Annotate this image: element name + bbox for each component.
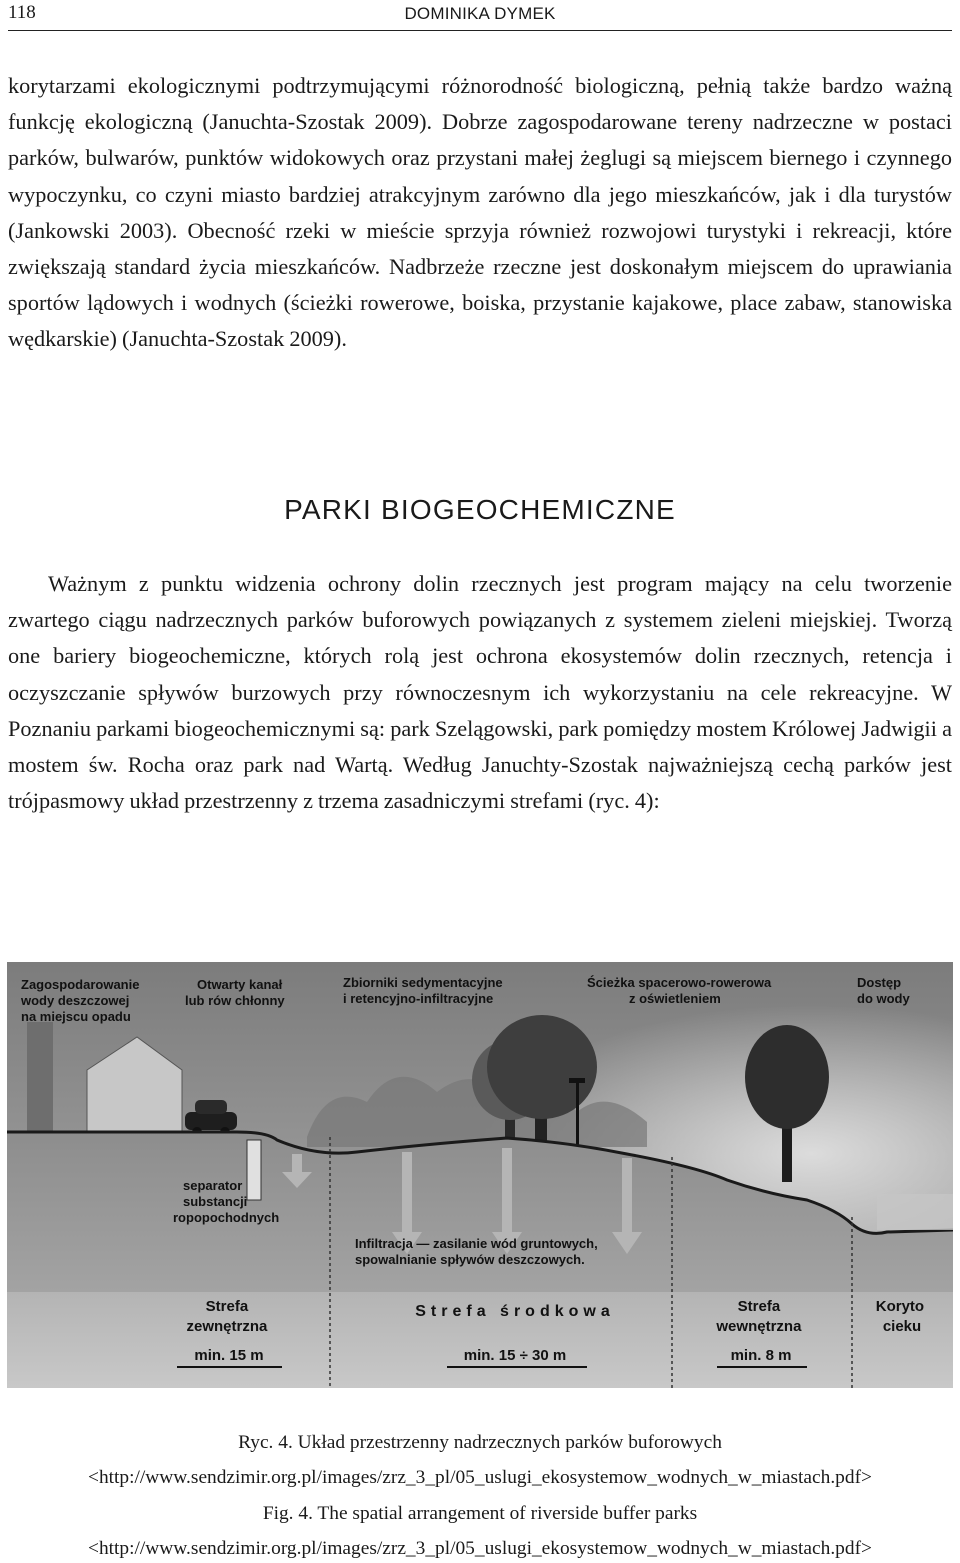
section-heading: PARKI BIOGEOCHEMICZNE (284, 494, 676, 525)
zone-inner-label: Strefa wewnętrzna min. 8 m (716, 1298, 802, 1364)
label-walking-cycling-path: Ścieżka spacerowo-rowerowa z oświetleniem (587, 975, 772, 1006)
label-rainwater-management: Zagospodarowanie wody deszczowej na miejscu opadu (21, 977, 140, 1024)
separator-illustration (247, 1140, 261, 1200)
running-head: DOMINIKA DYMEK (404, 4, 556, 23)
body-paragraph-2: Ważnym z punktu widzenia ochrony dolin rzecznych jest program mający na celu tworzenie zwartego ciągu nadrzecznych parków buforowych powiązanych z systemem zieleni miejskiej. Tworzą one bariery biogeochemiczne, których rolą jest ochrona ekosystemów dolin rzecznych, retencja i oczyszczanie spływów burzowych przy równoczesnym ich wykorzystaniu na cele rekreacyjne. W Poznaniu parkami biogeochemicznymi są: park Szelągowski, park pomiędzy mostem Królowej Jadwigii a mostem św. Rocha oraz park nad Wartą. Według Januchty-Szostak najważniejszą cechą parków jest trójpasmowy układ przestrzenny z trzema zasadniczymi strefami (ryc. 4): (8, 571, 952, 814)
zone-riverbed-label: Koryto cieku (875, 1298, 925, 1335)
body-paragraph-1: korytarzami ekologicznymi podtrzymującymi różnorodność biologiczną, pełnią także bardzo ważną funkcję ekologiczną (Januchta-Szostak 2009). Dobrze zagospodarowane tereny nadrzeczne w postaci parków, bulwarów, punktów widokowych oraz przystani małej żeglugi są miejscem biernego i czynnego wypoczynku, co czyni miasto bardziej atrakcyjnym zarówno dla jego mieszkańców, jak i dla turystów (Jankowski 2003). Obecność rzeki w mieście sprzyja również rozwojowi turystyki i rekreacji, które zwiększają standard życia mieszkańców. Nadbrzeże rzeczne jest doskonałym miejscem do uprawiania sportów lądowych i wodnych (ścieżki rowerowe, boiska, przystanie kajakowe, place zabaw, stanowiska wędkarskie) (Januchta-Szostak 2009). (8, 73, 952, 352)
label-water-access: Dostęp do wody (857, 975, 910, 1006)
page-number: 118 (8, 2, 36, 23)
figure-caption-pl: Ryc. 4. Układ przestrzenny nadrzecznych parków buforowych (238, 1432, 722, 1453)
river-water (877, 1194, 953, 1230)
figure-source-pl: <http://www.sendzimir.org.pl/images/zrz_3_pl/05_uslugi_ekosystemow_wodnych_w_miastach.pdf> (88, 1467, 872, 1488)
figure-illustration (7, 962, 953, 1388)
figure-riverside-buffer-park (7, 962, 953, 1388)
page-header (8, 0, 952, 30)
zone-middle-label: Strefa środkowa (415, 1303, 615, 1320)
figure-caption-en: Fig. 4. The spatial arrangement of riverside buffer parks (262, 1503, 698, 1524)
label-open-channel: Otwarty kanał lub rów chłonny (185, 977, 285, 1008)
label-sedimentation-reservoirs: Zbiorniki sedymentacyjne i retencyjno-infiltracyjne (343, 975, 503, 1006)
zone-middle-width: min. 15 ÷ 30 m (463, 1347, 567, 1364)
figure-source-en: <http://www.sendzimir.org.pl/images/zrz_3_pl/05_uslugi_ekosystemow_wodnych_w_miastach.pdf> (88, 1538, 872, 1559)
label-separator: separator substancji ropopochodnych (173, 1178, 280, 1225)
header-rule (8, 30, 952, 31)
zone-outer-label: Strefa zewnętrzna min. 15 m (186, 1298, 268, 1364)
label-infiltration: Infiltracja — zasilanie wód gruntowych, spowalnianie spływów deszczowych. (355, 1236, 598, 1267)
